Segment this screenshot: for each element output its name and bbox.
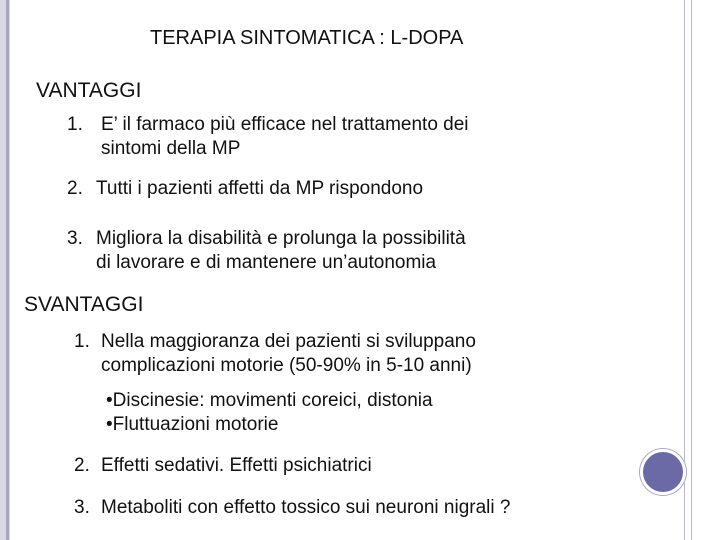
vantaggi-item-1-line2: sintomi della MP [101,138,241,159]
svantaggi-item-3-line1: Metaboliti con effetto tossico sui neuroni nigrali ? [101,497,511,518]
svantaggi-bullet-2: •Fluttuazioni motorie [106,414,279,435]
vantaggi-item-3-number: 3. [67,228,83,249]
vantaggi-heading: VANTAGGI [36,79,142,102]
svantaggi-item-2-number: 2. [74,455,90,476]
svantaggi-item-1-line2: complicazioni motorie (50-90% in 5-10 anni) [101,355,472,376]
svantaggi-item-2-line1: Effetti sedativi. Effetti psichiatrici [101,455,372,476]
svantaggi-bullet-1: •Discinesie: movimenti coreici, distonia [106,390,433,411]
svantaggi-item-1-number: 1. [74,331,90,352]
svantaggi-heading: SVANTAGGI [24,293,144,316]
decorative-circle [640,449,686,495]
vantaggi-item-2-line1: Tutti i pazienti affetti da MP rispondono [96,178,424,199]
svantaggi-item-1-line1: Nella maggioranza dei pazienti si sviluppano [101,331,476,352]
left-frame-decoration [0,0,10,540]
right-frame-decoration [684,0,692,540]
vantaggi-item-1-number: 1. [67,114,83,135]
svantaggi-item-3-number: 3. [74,497,90,518]
vantaggi-item-3-line1: Migliora la disabilità e prolunga la possibilità [96,228,466,249]
vantaggi-item-3-line2: di lavorare e di mantenere un’autonomia [96,252,437,273]
slide-title: TERAPIA SINTOMATICA : L-DOPA [150,27,464,49]
vantaggi-item-2-number: 2. [67,178,83,199]
vantaggi-item-1-line1: E’ il farmaco più efficace nel trattamento dei [101,114,469,135]
